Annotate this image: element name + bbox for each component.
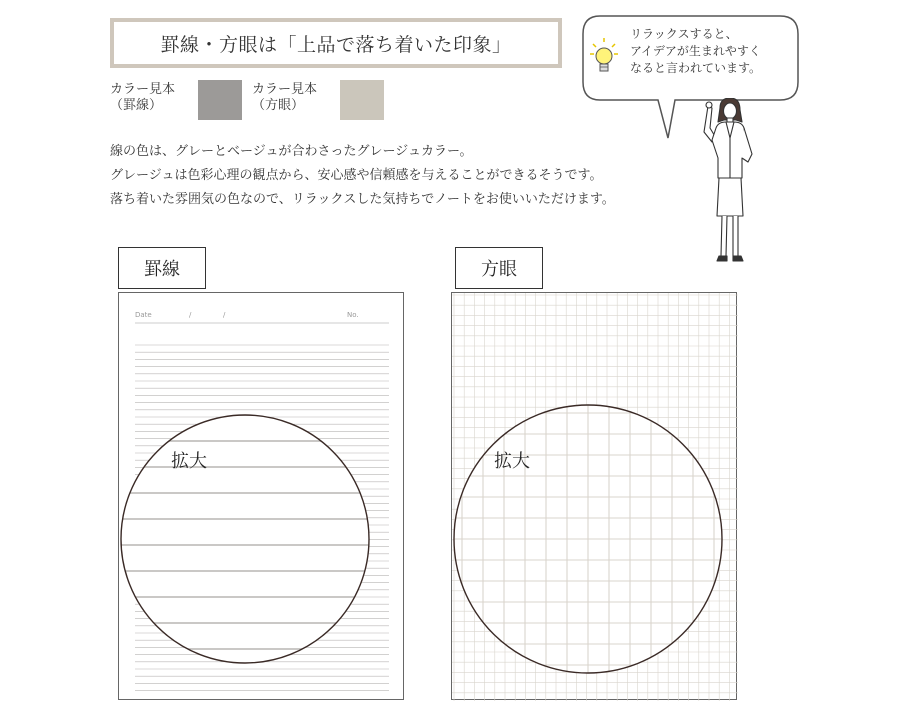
swatch-label-ruled	[110, 82, 175, 114]
businesswoman-illustration	[690, 98, 770, 268]
description-line: 線の色は、グレーとベージュが合わさったグレージュカラー。	[110, 144, 473, 159]
ruled-header-date: Date	[135, 311, 152, 319]
zoom-circle-bg	[121, 415, 369, 663]
ruled-header-slash: /	[223, 311, 226, 319]
swatch-label-grid-line1: カラー見本	[252, 82, 318, 97]
ruled-header-no: No.	[347, 311, 359, 319]
swatch-label-ruled-line1: カラー見本	[110, 82, 176, 97]
bubble-line: アイデアが生まれやすく	[630, 44, 761, 58]
section-label-grid	[455, 247, 543, 289]
page-title-text: 罫線・方眼は「上品で落ち着いた印象」	[160, 33, 512, 56]
color-swatch-ruled	[198, 80, 242, 120]
bubble-line: なると言われています。	[630, 61, 762, 75]
section-label-grid-text: 方眼	[481, 259, 517, 280]
page-title	[110, 18, 562, 68]
swatch-label-grid-line2: （方眼）	[252, 98, 305, 113]
color-swatch-grid	[340, 80, 384, 120]
section-label-ruled	[118, 247, 206, 289]
bubble-line: リラックスすると、	[630, 27, 738, 41]
bubble-text	[630, 26, 800, 77]
ruled-zoom-label: 拡大	[171, 451, 207, 472]
swatch-label-ruled-line2: （罫線）	[110, 98, 163, 113]
grid-lines-graphic	[452, 293, 738, 701]
description-line: グレージュは色彩心理の観点から、安心感や信頼感を与えることができるそうです。	[110, 168, 603, 183]
description-line: 落ち着いた雰囲気の色なので、リラックスした気持ちでノートをお使いいただけます。	[110, 192, 615, 207]
light-bulb-icon	[590, 36, 618, 80]
grid-zoom-label: 拡大	[494, 451, 530, 472]
ruled-lines-graphic	[119, 293, 405, 701]
grid-notebook-page	[451, 292, 737, 700]
section-label-ruled-text: 罫線	[144, 259, 180, 280]
ruled-notebook-page	[118, 292, 404, 700]
description	[110, 140, 710, 212]
ruled-header-slash: /	[189, 311, 192, 319]
swatch-label-grid	[252, 82, 317, 114]
